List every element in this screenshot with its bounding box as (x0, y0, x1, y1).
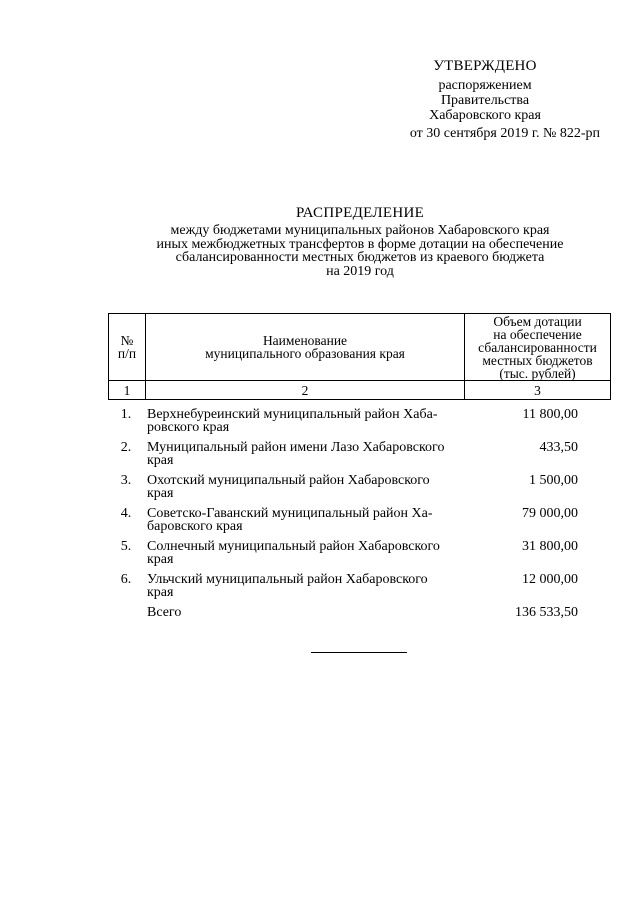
header-amount-line: сбалансированности (478, 339, 597, 355)
row-name-line: края (147, 585, 174, 600)
row-name-line: края (147, 552, 174, 567)
subtitle-line: иных межбюджетных трансфертов в форме дотации на обеспечение (156, 236, 564, 252)
row-num: 2. (120, 440, 132, 455)
row-amount: 79 000,00 (522, 506, 578, 521)
header-num-cell (109, 314, 146, 381)
table-row (108, 540, 611, 566)
row-amount: 1 500,00 (529, 473, 578, 488)
header-amount-line: на обеспечение (493, 326, 582, 342)
row-name-line: ровского края (147, 420, 230, 435)
col-number-1: 1 (109, 381, 146, 400)
document-heading: РАСПРЕДЕЛЕНИЕ (295, 205, 425, 221)
header-name-line: муниципального образования края (205, 346, 405, 361)
row-num: 3. (120, 473, 132, 488)
total-label: Всего (147, 605, 182, 620)
row-amount: 12 000,00 (522, 572, 578, 587)
approval-line-3: Хабаровского края (429, 108, 541, 123)
table-row (108, 507, 611, 533)
table-row (108, 573, 611, 599)
table-header (108, 313, 611, 400)
header-amount-line: (тыс. рублей) (499, 365, 576, 381)
approval-line-2: Правительства (440, 93, 530, 108)
row-amount: 31 800,00 (522, 539, 578, 554)
header-num-line: п/п (117, 346, 137, 361)
total-amount: 136 533,50 (515, 605, 578, 620)
row-amount: 11 800,00 (522, 407, 578, 422)
header-amount-cell (465, 314, 611, 381)
row-amount: 433,50 (539, 440, 578, 455)
row-name (144, 441, 465, 467)
header-num-line: № (120, 333, 134, 348)
row-name (144, 474, 465, 500)
row-num: 5. (120, 539, 132, 554)
row-num: 4. (120, 506, 132, 521)
closing-divider (311, 652, 407, 653)
row-num: 1. (120, 407, 132, 422)
row-name-line: Муниципальный район имени Лазо Хабаровского (147, 440, 445, 455)
row-name (144, 573, 465, 599)
row-name-line: Охотский муниципальный район Хабаровского (147, 473, 430, 488)
row-name (144, 540, 465, 566)
row-name-line: края (147, 486, 174, 501)
subtitle-line: на 2019 год (326, 263, 394, 279)
table-row (108, 441, 611, 467)
approval-title: УТВЕРЖДЕНО (433, 58, 537, 74)
table-body (108, 408, 611, 626)
total-row (108, 606, 611, 619)
header-name-cell (146, 314, 465, 381)
approval-date: от 30 сентября 2019 г. № 822-рп (409, 126, 600, 141)
approval-block (370, 58, 600, 141)
row-name-line: Верхнебуреинский муниципальный район Хаба- (147, 407, 438, 422)
row-name-line: Советско-Гаванский муниципальный район Ха- (147, 506, 433, 521)
row-name (144, 507, 465, 533)
header-amount-line: местных бюджетов (482, 352, 593, 368)
col-number-3: 3 (465, 381, 611, 400)
row-name-line: Солнечный муниципальный район Хабаровского (147, 539, 440, 554)
row-name (144, 408, 465, 434)
col-number-2: 2 (146, 381, 465, 400)
row-name-line: края (147, 453, 174, 468)
approval-line-1: распоряжением (438, 78, 532, 93)
row-num: 6. (120, 572, 132, 587)
table-row (108, 408, 611, 434)
subtitle-line: между бюджетами муниципальных районов Хабаровского края (170, 223, 550, 238)
document-subtitle (100, 224, 620, 278)
table-row (108, 474, 611, 500)
header-amount-line: Объем дотации (493, 313, 582, 329)
row-name-line: баровского края (147, 519, 243, 534)
header-name-line: Наименование (262, 333, 348, 348)
subtitle-line: сбалансированности местных бюджетов из краевого бюджета (175, 250, 545, 265)
row-name-line: Ульчский муниципальный район Хабаровского (147, 572, 428, 587)
